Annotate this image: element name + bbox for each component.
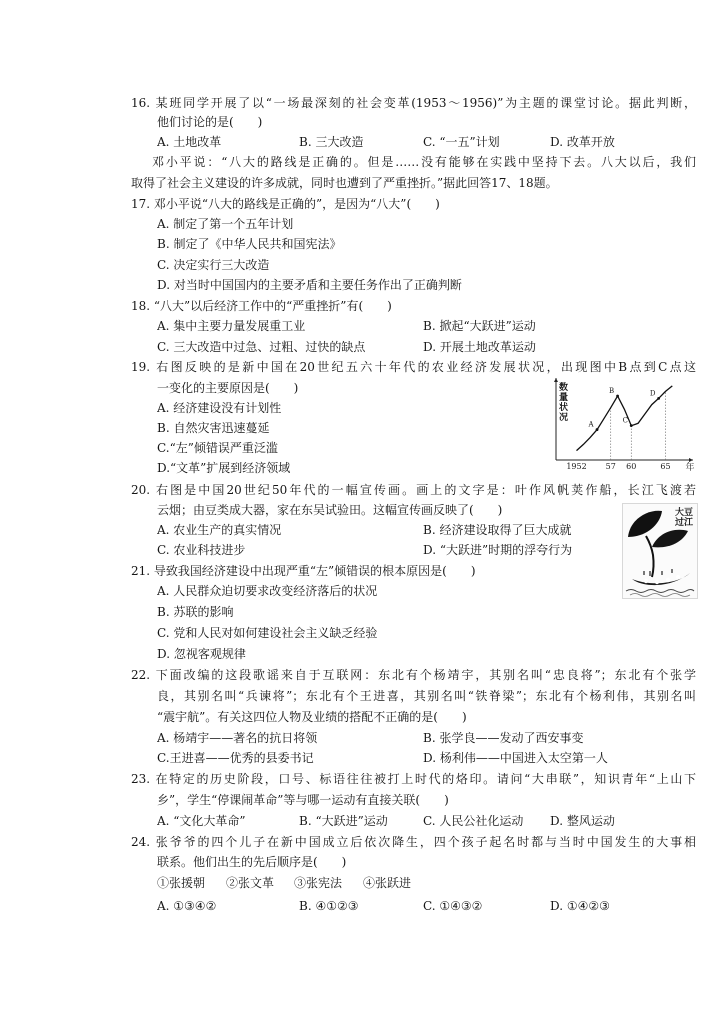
q23-option-b: B. “大跃进”运动 xyxy=(299,814,388,828)
x-tick-label: 60 xyxy=(626,462,637,471)
x-tick-label: 57 xyxy=(605,462,616,471)
q16-stem-line: 16. 某班同学开展了以“一场最深刻的社会变革(1953～1956)”为主题的课堂讨论。据此判断， xyxy=(131,96,696,110)
q22-stem-line: 22. 下面改编的这段歌谣来自于互联网：东北有个杨靖宇，其别名叫“忠良将”；东北有个张学 xyxy=(131,668,696,682)
q19-stem-line: 19. 右图反映的是新中国在20世纪五六十年代的农业经济发展状况，出现图中B点到C点这 xyxy=(131,360,696,374)
point-marker xyxy=(657,397,660,400)
point-label: B xyxy=(609,387,615,396)
q19-option-a: A. 经济建设没有计划性 xyxy=(157,401,282,415)
q17-option-c: C. 决定实行三大改造 xyxy=(157,258,270,272)
q24-option-d: D. ①④②③ xyxy=(550,899,610,913)
q21-option-a: A. 人民群众迫切要求改变经济落后的状况 xyxy=(157,584,378,598)
q16-option-b: B. 三大改造 xyxy=(299,135,364,149)
y-axis-label: 数量状况 xyxy=(557,382,567,422)
q20-option-a: A. 农业生产的真实情况 xyxy=(157,523,282,537)
q23-option-d: D. 整风运动 xyxy=(550,814,615,828)
q20-stem-line: 云烟；由豆类成大器，家在东吴试验田。这幅宣传画反映了( ) xyxy=(157,503,503,517)
q24-name-item: ③张宪法 xyxy=(294,876,343,890)
q22-option-d: D. 杨利伟——中国进入太空第一人 xyxy=(423,751,608,765)
point-marker xyxy=(616,395,619,398)
point-label: A xyxy=(588,420,594,429)
point-label: D xyxy=(649,389,656,398)
agriculture-line-chart xyxy=(548,376,698,472)
q21-option-d: D. 忽视客观规律 xyxy=(157,647,246,661)
q19-option-b: B. 自然灾害迅速蔓延 xyxy=(157,421,270,435)
q19-option-d: D.“文革”扩展到经济领域 xyxy=(157,461,291,475)
q18-option-d: D. 开展土地改革运动 xyxy=(423,340,536,354)
bean-icon xyxy=(644,579,648,583)
chart-marks xyxy=(566,386,672,471)
x-tick-label: 65 xyxy=(660,462,671,471)
bean-icon xyxy=(655,580,659,584)
q22-stem-line: “震宇航”。有关这四位人物及业绩的搭配不正确的是( ) xyxy=(157,710,467,724)
q21-stem-line: 21. 导致我国经济建设中出现严重“左”倾错误的根本原因是( ) xyxy=(131,564,476,578)
q24-option-b: B. ④①②③ xyxy=(299,899,359,913)
q22-option-c: C.王进喜——优秀的县委书记 xyxy=(157,751,314,765)
q23-option-c: C. 人民公社化运动 xyxy=(423,814,524,828)
q23-stem-line: 23. 在特定的历史阶段，口号、标语往往被打上时代的烙印。请问“大串联”，知识青年“上山下 xyxy=(131,772,696,786)
q16-option-a: A. 土地改革 xyxy=(157,135,222,149)
q18-option-a: A. 集中主要力量发展重工业 xyxy=(157,319,306,333)
q22-option-a: A. 杨靖宇——著名的抗日将领 xyxy=(157,731,318,745)
q19-option-c: C.“左”倾错误严重泛滥 xyxy=(157,441,278,455)
q24-option-c: C. ①④③② xyxy=(423,899,483,913)
x-axis-arrow xyxy=(689,458,693,462)
bean-icon xyxy=(676,575,680,579)
point-label: C xyxy=(622,416,628,425)
passage-line: 取得了社会主义建设的许多成就，同时也遭到了严重挫折。”据此回答17、18题。 xyxy=(131,176,558,190)
q23-option-a: A. “文化大革命” xyxy=(157,814,246,828)
q22-stem-line: 良，其别名叫“兵谏将”；东北有个王进喜，其别名叫“铁脊梁”；东北有个杨利伟，其别名叫 xyxy=(157,689,696,703)
q24-name-item: ②张文革 xyxy=(226,876,275,890)
q18-stem-line: 18. “八大”以后经济工作中的“严重挫折”有( ) xyxy=(131,299,392,313)
q17-option-b: B. 制定了《中华人民共和国宪法》 xyxy=(157,237,342,251)
q17-option-d: D. 对当时中国国内的主要矛盾和主要任务作出了正确判断 xyxy=(157,278,462,292)
point-marker xyxy=(630,424,633,427)
q24-option-a: A. ①③④② xyxy=(157,899,217,913)
q19-stem-line: 一变化的主要原因是( ) xyxy=(157,381,299,395)
q18-option-c: C. 三大改造中过急、过粗、过快的缺点 xyxy=(157,340,366,354)
q21-option-b: B. 苏联的影响 xyxy=(157,605,234,619)
bean-icon xyxy=(666,578,670,582)
q21-option-c: C. 党和人民对如何建设社会主义缺乏经验 xyxy=(157,626,378,640)
passage-line: 邓小平说：“八大的路线是正确的。但是……没有能够在实践中坚持下去。八大以后，我们 xyxy=(152,155,696,169)
q24-stem-line: 联系。他们出生的先后顺序是( ) xyxy=(157,855,347,869)
q23-stem-line: 乡”，学生“停课闹革命”等与哪一运动有直接关联( ) xyxy=(157,793,449,807)
q20-option-c: C. 农业科技进步 xyxy=(157,543,246,557)
q17-option-a: A. 制定了第一个五年计划 xyxy=(157,217,294,231)
point-marker xyxy=(596,428,599,431)
q24-name-item: ①张援朝 xyxy=(157,876,206,890)
q24-stem-line: 24. 张爷爷的四个儿子在新中国成立后依次降生，四个孩子起名时都与当时中国发生的大事相 xyxy=(131,835,696,849)
q18-option-b: B. 掀起“大跃进”运动 xyxy=(423,319,536,333)
propaganda-painting xyxy=(622,503,698,599)
q20-stem-line: 20. 右图是中国20世纪50年代的一幅宣传画。画上的文字是：叶作风帆荚作船，长江飞渡若 xyxy=(131,483,696,497)
q16-option-d: D. 改革开放 xyxy=(550,135,615,149)
q20-option-b: B. 经济建设取得了巨大成就 xyxy=(423,523,572,537)
q16-option-c: C. “一五”计划 xyxy=(423,135,500,149)
q20-option-d: D. “大跃进”时期的浮夸行为 xyxy=(423,543,573,557)
q22-option-b: B. 张学良——发动了西安事变 xyxy=(423,731,584,745)
x-tick-label: 1952 xyxy=(566,462,587,471)
q17-stem-line: 17. 邓小平说“八大的路线是正确的”，是因为“八大”( ) xyxy=(131,197,440,211)
painting-caption: 大豆 xyxy=(674,508,694,518)
painting-caption: 过江 xyxy=(674,518,694,528)
x-axis-unit: 年 xyxy=(685,463,695,472)
q16-stem-line: 他们讨论的是( ) xyxy=(157,115,263,129)
q24-name-item: ④张跃进 xyxy=(363,876,412,890)
